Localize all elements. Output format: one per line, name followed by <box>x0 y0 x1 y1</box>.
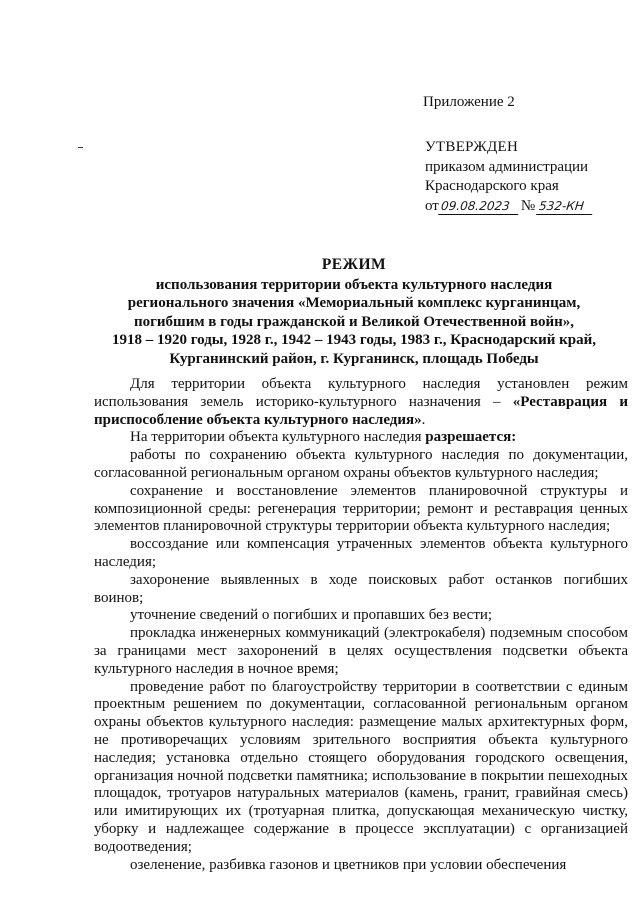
order-number-sign: № <box>520 197 536 214</box>
approval-block <box>425 138 593 216</box>
paragraph-clarification: уточнение сведений о погибших и пропавших без вести; <box>130 607 493 624</box>
margin-mark <box>78 147 83 148</box>
order-reference <box>425 197 593 217</box>
title-regime: РЕЖИМ <box>321 256 387 273</box>
approved-label: УТВЕРЖДЕН <box>425 139 519 155</box>
paragraph-text: Для территории объекта культурного наследия установлен режим использования земель историко-культурного назначения – <box>94 376 628 410</box>
document-title <box>80 256 628 369</box>
order-issuer-line1: приказом администрации <box>425 158 589 175</box>
title-line-5: Курганинский район, г. Курганинск, площадь Победы <box>169 350 539 367</box>
paragraph-landscaping: проведение работ по благоустройству территории в соответствии с единым проектным решением по документации, согласованной региональным органом охраны объектов культурного наследия: размещение малых архитектурных форм, не противоречащих условиям зрительного восприятия объекта культурного наследия; установка отдельно стоящего оборудования городского освещения, организация ночной подсветки памятника; использование в покрытии пешеходных площадок, тротуаров натуральных материалов (камень, гранит, гравийная смесь) или имитирующих их (тротуарная плитка, допускающая механическую чистку, уборку и надлежащее содержание в процессе эксплуатации) с организацией водоотведения; <box>94 678 628 855</box>
paragraph-text: На территории объекта культурного наследия <box>130 429 426 446</box>
document-body <box>94 376 628 874</box>
title-line-1: использования территории объекта культурного наследия <box>155 276 553 293</box>
paragraph-greening: озеленение, разбивка газонов и цветников при условии обеспечения <box>130 856 567 873</box>
paragraph-preservation-works: работы по сохранению объекта культурного наследия по документации, согласованной региональным органом охраны объектов культурного наследия; <box>94 447 628 481</box>
paragraph-recreation: воссоздание или компенсация утраченных элементов объекта культурного наследия; <box>94 536 628 570</box>
order-date-handwritten: 09.08.2023 <box>438 199 520 215</box>
title-line-2: регионального значения «Мемориальный комплекс курганинцам, <box>127 295 581 312</box>
paragraph-burial: захоронение выявленных в ходе поисковых работ останков погибших воинов; <box>94 571 628 606</box>
order-prefix: от <box>425 197 439 214</box>
paragraph-regime-statement <box>94 376 628 429</box>
title-line-3: погибшим в годы гражданской и Великой Отечественной войн», <box>133 313 575 330</box>
appendix-label: Приложение 2 <box>423 94 515 110</box>
paragraph-bold: «Реставрация и приспособление объекта культурного наследия» <box>94 393 628 428</box>
paragraph-allowed-intro <box>94 429 628 447</box>
paragraph-end: . <box>421 411 426 428</box>
order-issuer-line2: Краснодарского края <box>425 178 559 194</box>
paragraph-bold: разрешается: <box>425 429 517 446</box>
title-line-4: 1918 – 1920 годы, 1928 г., 1942 – 1943 годы, 1983 г., Краснодарский край, <box>111 332 597 349</box>
paragraph-utilities: прокладка инженерных коммуникаций (электрокабеля) подземным способом за границами мест захоронений в целях осуществления подсветки объекта культурного наследия в ночное время; <box>94 625 628 677</box>
order-number-handwritten: 532-КН <box>536 199 594 215</box>
paragraph-restoration: сохранение и восстановление элементов планировочной структуры и композиционной среды: регенерация территории; ремонт и реставрация ценных элементов планировочной структуры территории объекта культурного наследия; <box>94 482 628 535</box>
